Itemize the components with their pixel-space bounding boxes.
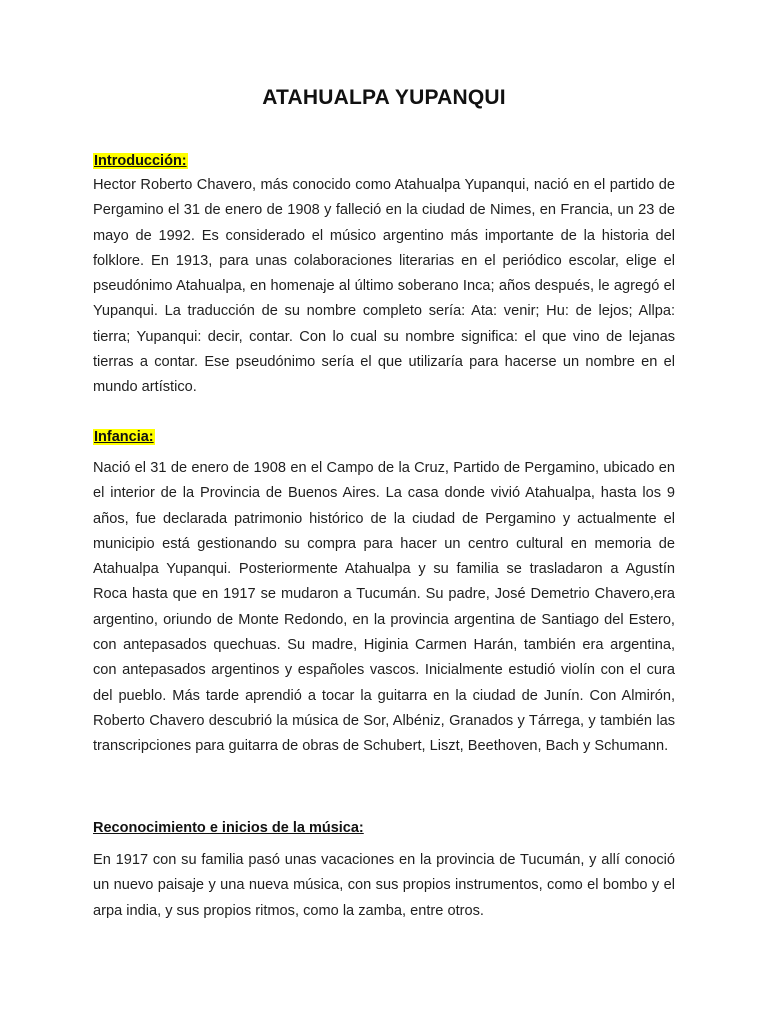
section-heading-reconocimiento: Reconocimiento e inicios de la música: xyxy=(93,820,364,836)
section-paragraph-infancia: Nació el 31 de enero de 1908 en el Campo de la Cruz, Partido de Pergamino, ubicado en el interior de la Provincia de Buenos Aires. La casa donde vivió Atahualpa, hasta los 9 años, fue declarada patrimonio histórico de la ciudad de Pergamino y actualmente el municipio está gestionando su compra para hacer un centro cultural en memoria de Atahualpa Yupanqui. Posteriormente Atahualpa y su familia se trasladaron a Agustín Roca hasta que en 1917 se mudaron a Tucumán. Su padre, José Demetrio Chavero,era argentino, oriundo de Monte Redondo, en la provincia argentina de Santiago del Estero, con antepasados quechuas. Su madre, Higinia Carmen Harán, también era argentina, con antepasados argentinos y españoles vascos. Inicialmente estudió violín con el cura del pueblo. Más tarde aprendió a tocar la guitarra en la ciudad de Junín. Con Almirón, Roberto Chavero descubrió la música de Sor, Albéniz, Granados y Tárrega, y también las transcripciones para guitarra de obras de Schubert, Liszt, Beethoven, Bach y Schumann. xyxy=(93,460,675,755)
section-paragraph-reconocimiento: En 1917 con su familia pasó unas vacaciones en la provincia de Tucumán, y allí conoció un nuevo paisaje y una nueva música, con sus propios instrumentos, como el bombo y el arpa india, y sus propios ritmos, como la zamba, entre otros. xyxy=(93,852,675,919)
section-heading-infancia xyxy=(93,428,155,446)
heading-text: Infancia: xyxy=(94,429,154,445)
section-paragraph-introduccion: Hector Roberto Chavero, más conocido como Atahualpa Yupanqui, nació en el partido de Pergamino el 31 de enero de 1908 y falleció en la ciudad de Nimes, en Francia, un 23 de mayo de 1992. Es considerado el músico argentino más importante de la historia del folklore. En 1913, para unas colaboraciones literarias en el periódico escolar, elige el pseudónimo Atahualpa, en homenaje al último soberano Inca; años después, le agregó el Yupanqui. La traducción de su nombre completo sería: Ata: venir; Hu: de lejos; Allpa: tierra; Yupanqui: decir, contar. Con lo cual su nombre significa: el que vino de lejanas tierras a contar. Ese pseudónimo sería el que utilizaría para hacerse un nombre en el mundo artístico. xyxy=(93,177,675,396)
heading-text: Introducción: xyxy=(94,153,187,169)
document-title: ATAHUALPA YUPANQUI xyxy=(262,86,506,109)
section-heading-introduccion xyxy=(93,152,188,170)
